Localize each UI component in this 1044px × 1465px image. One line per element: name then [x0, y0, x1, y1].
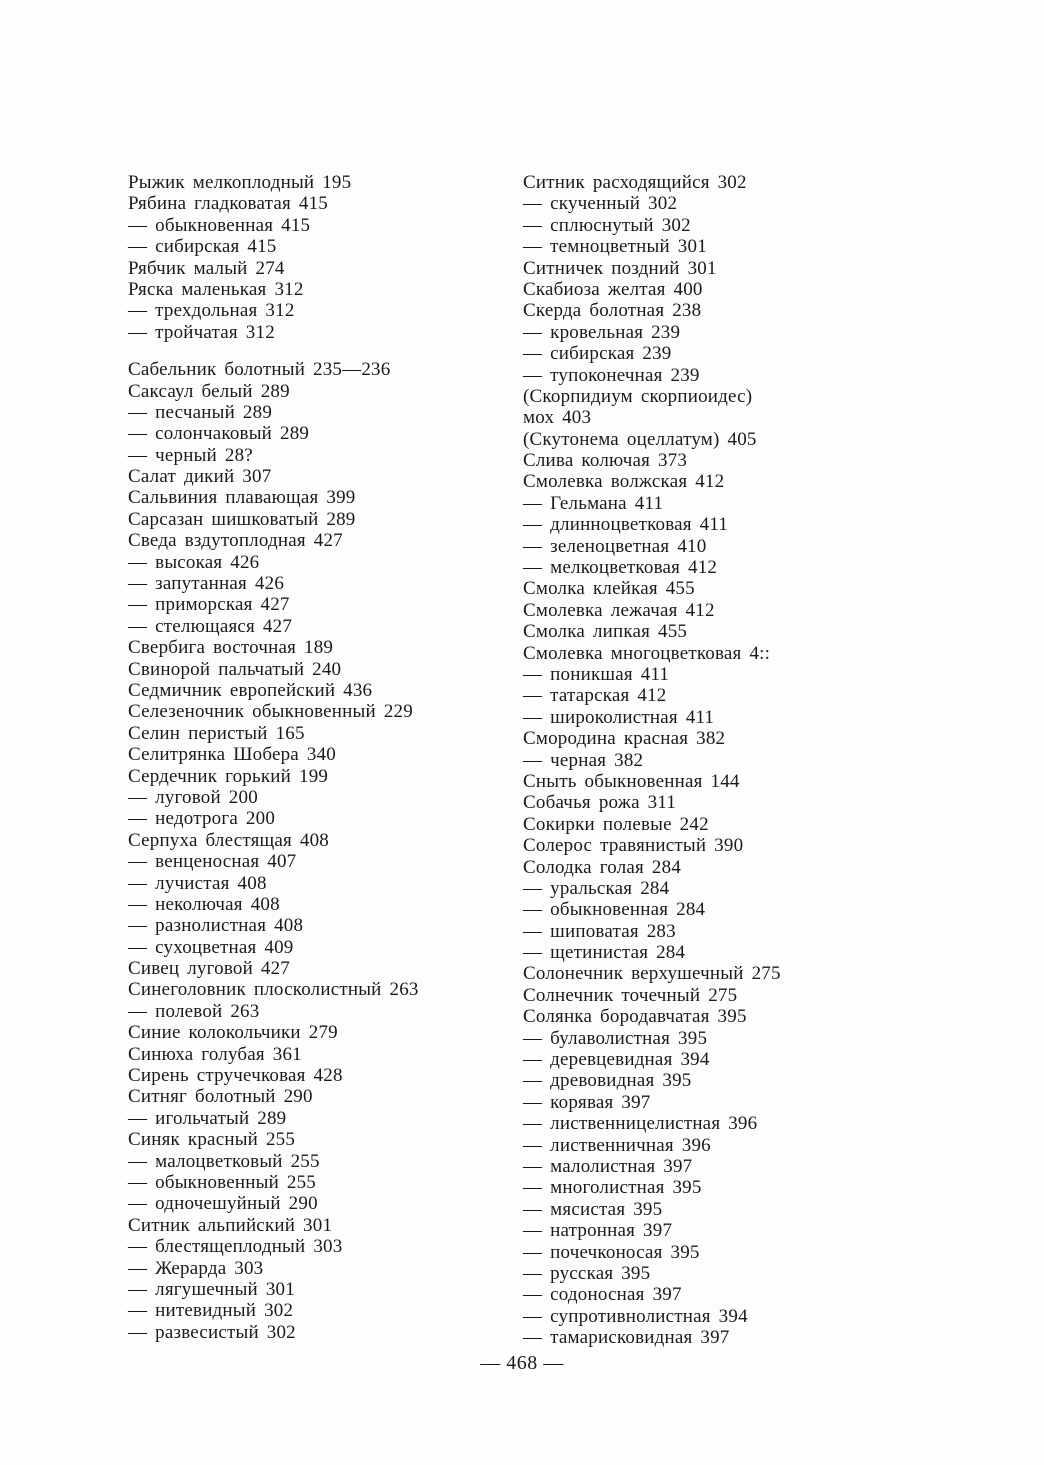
index-entry: Сныть обыкновенная 144: [523, 770, 740, 792]
index-entry: Сердечник горький 199: [128, 765, 329, 787]
index-entry: Седмичник европейский 436: [128, 679, 373, 701]
index-entry: — запутанная 426: [128, 573, 285, 595]
index-entry: — высокая 426: [128, 551, 260, 573]
index-entry: — тупоконечная 239: [523, 364, 700, 386]
index-entry: — сплюснутый 302: [523, 214, 691, 236]
index-entry: — широколистная 411: [523, 706, 715, 728]
index-entry: — натронная 397: [523, 1220, 673, 1242]
index-entry: — Гельмана 411: [523, 492, 664, 514]
index-entry: Сарсазан шишковатый 289: [128, 508, 356, 530]
index-entry: Ситняг болотный 290: [128, 1086, 313, 1108]
index-entry: — стелющаяся 427: [128, 615, 293, 637]
index-entry: — развесистый 302: [128, 1321, 296, 1343]
index-entry: — обыкновенный 255: [128, 1171, 316, 1193]
index-entry: — малоцветковый 255: [128, 1150, 320, 1172]
index-entry: — деревцевидная 394: [523, 1049, 710, 1071]
index-entry: Сивец луговой 427: [128, 958, 291, 980]
index-entry: — многолистная 395: [523, 1177, 702, 1199]
index-entry: — лиственницелистная 396: [523, 1113, 758, 1135]
index-entry: — Жерарда 303: [128, 1257, 264, 1279]
index-entry: Смородина красная 382: [523, 728, 726, 750]
index-entry: — разнолистная 408: [128, 915, 304, 937]
index-entry: — мелкоцветковая 412: [523, 557, 718, 579]
index-entry: — лучистая 408: [128, 872, 267, 894]
index-entry: — венценосная 407: [128, 851, 297, 873]
index-entry: Ситничек поздний 301: [523, 257, 717, 279]
index-entry: — щетинистая 284: [523, 942, 686, 964]
index-entry: — песчаный 289: [128, 401, 273, 423]
index-entry: — кровельная 239: [523, 321, 681, 343]
index-entry: — скученный 302: [523, 193, 678, 215]
index-entry: Слива колючая 373: [523, 450, 688, 472]
index-entry: — сибирская 415: [128, 236, 277, 258]
index-entry: Селезеночник обыкновенный 229: [128, 701, 413, 723]
index-entry: Серпуха блестящая 408: [128, 829, 329, 851]
index-entry: — темноцветный 301: [523, 236, 707, 258]
index-entry: — татарская 412: [523, 685, 667, 707]
index-entry: — корявая 397: [523, 1091, 651, 1113]
index-entry: — тамарисковидная 397: [523, 1327, 730, 1349]
index-entry: (Скутонема оцеллатум) 405: [523, 428, 757, 450]
index-entry: — неколючая 408: [128, 893, 280, 915]
index-entry: — обыкновенная 415: [128, 214, 311, 236]
index-entry: Солерос травянистый 390: [523, 835, 744, 857]
index-entry: Солянка бородавчатая 395: [523, 1006, 747, 1028]
index-entry: — булаволистная 395: [523, 1027, 708, 1049]
index-entry: Сабельник болотный 235—236: [128, 359, 391, 381]
index-entry: Рыжик мелкоплодный 195: [128, 172, 352, 193]
index-entry: Свинорой пальчатый 240: [128, 658, 342, 680]
page-number: — 468 —: [480, 1352, 564, 1374]
index-entry: Смолевка волжская 412: [523, 471, 725, 493]
index-entry: — шиповатая 283: [523, 920, 676, 942]
index-entry: — малолистная 397: [523, 1155, 693, 1177]
index-entry: Сирень стручечковая 428: [128, 1065, 343, 1087]
index-entry: Смолка липкая 455: [523, 621, 688, 643]
index-entry: Синюха голубая 361: [128, 1043, 302, 1065]
index-entry: — длинноцветковая 411: [523, 514, 729, 536]
index-entry: — трехдольная 312: [128, 300, 295, 322]
index-entry: — игольчатый 289: [128, 1107, 287, 1129]
index-entry: Свербига восточная 189: [128, 637, 334, 659]
index-entry: Селитрянка Шобера 340: [128, 744, 336, 766]
index-entry: Синеголовник плосколистный 263: [128, 979, 419, 1001]
index-entry: — лиственничная 396: [523, 1134, 711, 1156]
index-entry: (Скорпидиум скорпиоидес): [523, 385, 753, 407]
index-entry: Синие колокольчики 279: [128, 1022, 338, 1044]
index-entry: Солонечник верхушечный 275: [523, 963, 781, 985]
index-entry: Сокирки полевые 242: [523, 813, 709, 835]
index-entry: — лягушечный 301: [128, 1278, 295, 1300]
index-entry: — луговой 200: [128, 786, 258, 808]
index-entry: — нитевидный 302: [128, 1300, 294, 1322]
index-entry: — солончаковый 289: [128, 423, 310, 445]
index-entry: Ситник расходящийся 302: [523, 172, 747, 193]
index-entry: — одночешуйный 290: [128, 1193, 318, 1215]
index-entry: Солодка голая 284: [523, 856, 682, 878]
index-entry: — сухоцветная 409: [128, 936, 294, 958]
index-entry: — древовидная 395: [523, 1070, 692, 1092]
index-entry: — супротивнолистная 394: [523, 1305, 748, 1327]
index-entry: Ряска маленькая 312: [128, 278, 304, 300]
index-entry: — уральская 284: [523, 877, 670, 899]
index-entry: Смолевка многоцветковая 4::: [523, 642, 771, 664]
index-entry: Смолка клейкая 455: [523, 578, 695, 600]
index-entry: Салат дикий 307: [128, 466, 272, 488]
index-entry: Саксаул белый 289: [128, 380, 290, 402]
index-entry: мох 403: [523, 407, 592, 429]
index-entry: Скабиоза желтая 400: [523, 278, 703, 300]
index-entry: Ситник альпийский 301: [128, 1214, 333, 1236]
index-entry: Синяк красный 255: [128, 1129, 296, 1151]
index-entry: Собачья рожа 311: [523, 792, 677, 814]
index-entry: — зеленоцветная 410: [523, 535, 707, 557]
index-entry: Рябчик малый 274: [128, 257, 285, 279]
index-entry: — недотрога 200: [128, 808, 276, 830]
index-entry: — сибирская 239: [523, 343, 672, 365]
index-entry: — полевой 263: [128, 1000, 260, 1022]
index-entry: — блестящеплодный 303: [128, 1236, 343, 1258]
index-entry: — тройчатая 312: [128, 321, 275, 343]
index-column-right: [523, 172, 863, 1348]
index-entry: — черная 382: [523, 749, 644, 771]
index-entry: — обыкновенная 284: [523, 899, 706, 921]
index-entry: — черный 28?: [128, 444, 253, 466]
index-entry: Сальвиния плавающая 399: [128, 487, 356, 509]
index-entry: — мясистая 395: [523, 1198, 663, 1220]
index-entry: Рябина гладковатая 415: [128, 193, 328, 215]
index-entry: — русская 395: [523, 1262, 651, 1284]
index-entry: Скерда болотная 238: [523, 300, 702, 322]
index-entry: Смолевка лежачая 412: [523, 599, 715, 621]
index-column-left: [128, 172, 508, 1343]
index-entry: Сведа вздутоплодная 427: [128, 530, 343, 552]
index-entry: — почечконосая 395: [523, 1241, 700, 1263]
index-entry: — приморская 427: [128, 594, 290, 616]
index-entry: — поникшая 411: [523, 663, 670, 685]
index-entry: Селин перистый 165: [128, 722, 305, 744]
index-entry: — содоносная 397: [523, 1284, 682, 1306]
index-entry: Солнечник точечный 275: [523, 984, 738, 1006]
